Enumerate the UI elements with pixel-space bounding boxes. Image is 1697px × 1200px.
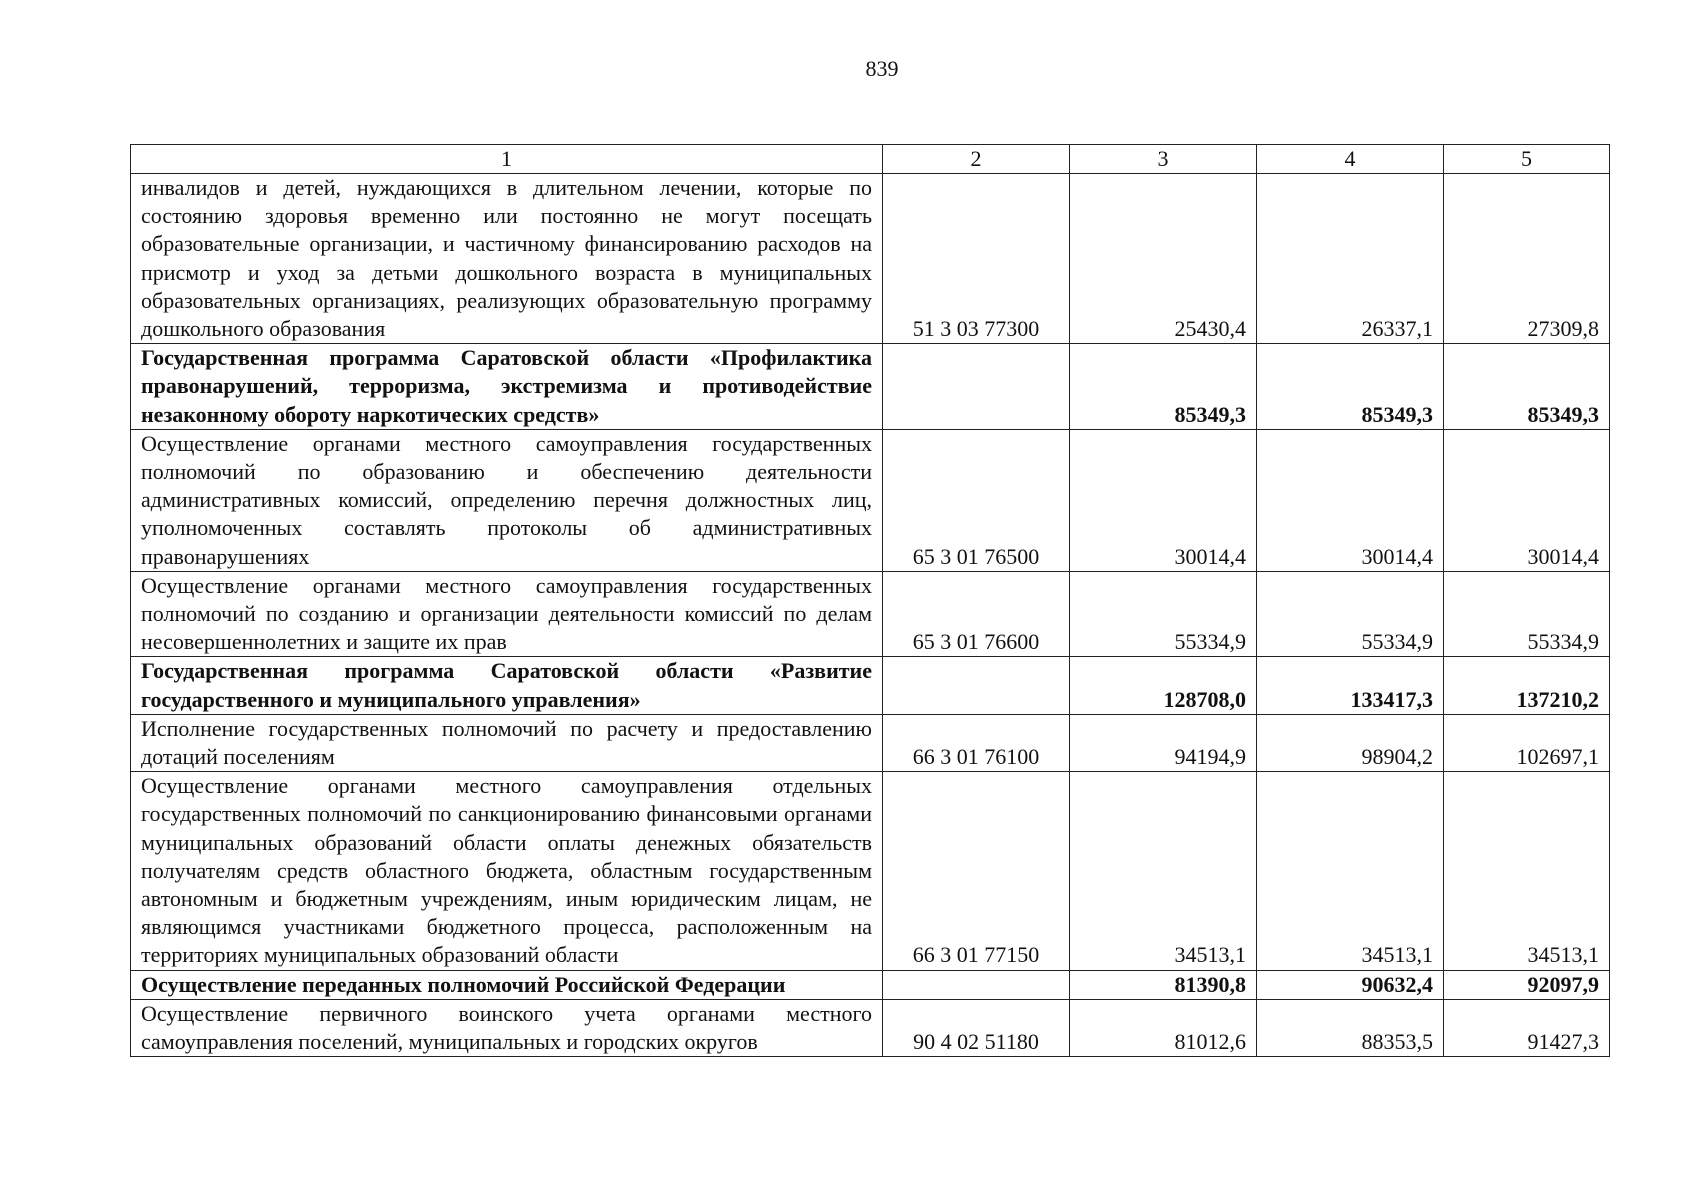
- row-code: 65 3 01 76600: [883, 571, 1070, 657]
- row-value-3: 34513,1: [1070, 772, 1257, 970]
- row-name: Государственная программа Саратовской области «Развитие государственного и муниципального управления»: [131, 657, 883, 714]
- row-code: 65 3 01 76500: [883, 429, 1070, 571]
- row-value-3: 85349,3: [1070, 344, 1257, 430]
- row-code: [883, 344, 1070, 430]
- column-header-3: 3: [1070, 145, 1257, 174]
- row-value-4: 26337,1: [1257, 174, 1444, 344]
- row-value-4: 34513,1: [1257, 772, 1444, 970]
- row-name: инвалидов и детей, нуждающихся в длительном лечении, которые по состоянию здоровья временно или постоянно не могут посещать образовательные организации, и частичному финансированию расходов на присмотр и уход за детьми дошкольного возраста в муниципальных образовательных организациях, реализующих образовательную программу дошкольного образования: [131, 174, 883, 344]
- row-value-5: 102697,1: [1444, 714, 1610, 771]
- table-body: [131, 174, 1610, 1057]
- table-row: [131, 772, 1610, 970]
- row-value-4: 30014,4: [1257, 429, 1444, 571]
- row-name: Исполнение государственных полномочий по расчету и предоставлению дотаций поселениям: [131, 714, 883, 771]
- row-value-4: 133417,3: [1257, 657, 1444, 714]
- page-number: 839: [865, 56, 899, 81]
- row-value-3: 81012,6: [1070, 999, 1257, 1056]
- row-value-5: 91427,3: [1444, 999, 1610, 1056]
- row-name: Осуществление переданных полномочий Российской Федерации: [131, 970, 883, 999]
- row-value-5: 27309,8: [1444, 174, 1610, 344]
- column-header-4: 4: [1257, 145, 1444, 174]
- row-value-3: 25430,4: [1070, 174, 1257, 344]
- row-value-3: 55334,9: [1070, 571, 1257, 657]
- row-value-3: 30014,4: [1070, 429, 1257, 571]
- table-row-program: [131, 970, 1610, 999]
- table-header: [131, 145, 1610, 174]
- column-header-2: 2: [883, 145, 1070, 174]
- table-row: [131, 714, 1610, 771]
- table-row-program: [131, 344, 1610, 430]
- row-value-3: 128708,0: [1070, 657, 1257, 714]
- row-value-5: 34513,1: [1444, 772, 1610, 970]
- row-name: Осуществление органами местного самоуправления отдельных государственных полномочий по санкционированию финансовыми органами муниципальных образований области оплаты денежных обязательств получателям средств областного бюджета, областным государственным автономным и бюджетным учреждениям, иным юридическим лицам, не являющимся участниками бюджетного процесса, расположенным на территориях муниципальных образований области: [131, 772, 883, 970]
- row-code: [883, 657, 1070, 714]
- row-value-5: 137210,2: [1444, 657, 1610, 714]
- row-value-3: 94194,9: [1070, 714, 1257, 771]
- row-code: [883, 970, 1070, 999]
- row-value-4: 55334,9: [1257, 571, 1444, 657]
- row-value-4: 85349,3: [1257, 344, 1444, 430]
- row-name: Осуществление первичного воинского учета органами местного самоуправления поселений, муниципальных и городских округов: [131, 999, 883, 1056]
- table-row: [131, 174, 1610, 344]
- table-row-program: [131, 657, 1610, 714]
- row-value-5: 30014,4: [1444, 429, 1610, 571]
- row-value-4: 90632,4: [1257, 970, 1444, 999]
- row-name: Осуществление органами местного самоуправления государственных полномочий по образованию и обеспечению деятельности административных комиссий, определению перечня должностных лиц, уполномоченных составлять протоколы об административных правонарушениях: [131, 429, 883, 571]
- column-header-5: 5: [1444, 145, 1610, 174]
- row-value-5: 85349,3: [1444, 344, 1610, 430]
- row-name: Осуществление органами местного самоуправления государственных полномочий по созданию и организации деятельности комиссий по делам несовершеннолетних и защите их прав: [131, 571, 883, 657]
- column-header-1: 1: [131, 145, 883, 174]
- budget-table: [130, 144, 1610, 1057]
- row-value-4: 88353,5: [1257, 999, 1444, 1056]
- table-row: [131, 999, 1610, 1056]
- row-value-4: 98904,2: [1257, 714, 1444, 771]
- row-name: Государственная программа Саратовской области «Профилактика правонарушений, терроризма, экстремизма и противодействие незаконному обороту наркотических средств»: [131, 344, 883, 430]
- row-value-3: 81390,8: [1070, 970, 1257, 999]
- table-row: [131, 429, 1610, 571]
- table-row: [131, 571, 1610, 657]
- header-row: [131, 145, 1610, 174]
- row-code: 66 3 01 77150: [883, 772, 1070, 970]
- row-code: 90 4 02 51180: [883, 999, 1070, 1056]
- row-code: 51 3 03 77300: [883, 174, 1070, 344]
- row-code: 66 3 01 76100: [883, 714, 1070, 771]
- row-value-5: 92097,9: [1444, 970, 1610, 999]
- row-value-5: 55334,9: [1444, 571, 1610, 657]
